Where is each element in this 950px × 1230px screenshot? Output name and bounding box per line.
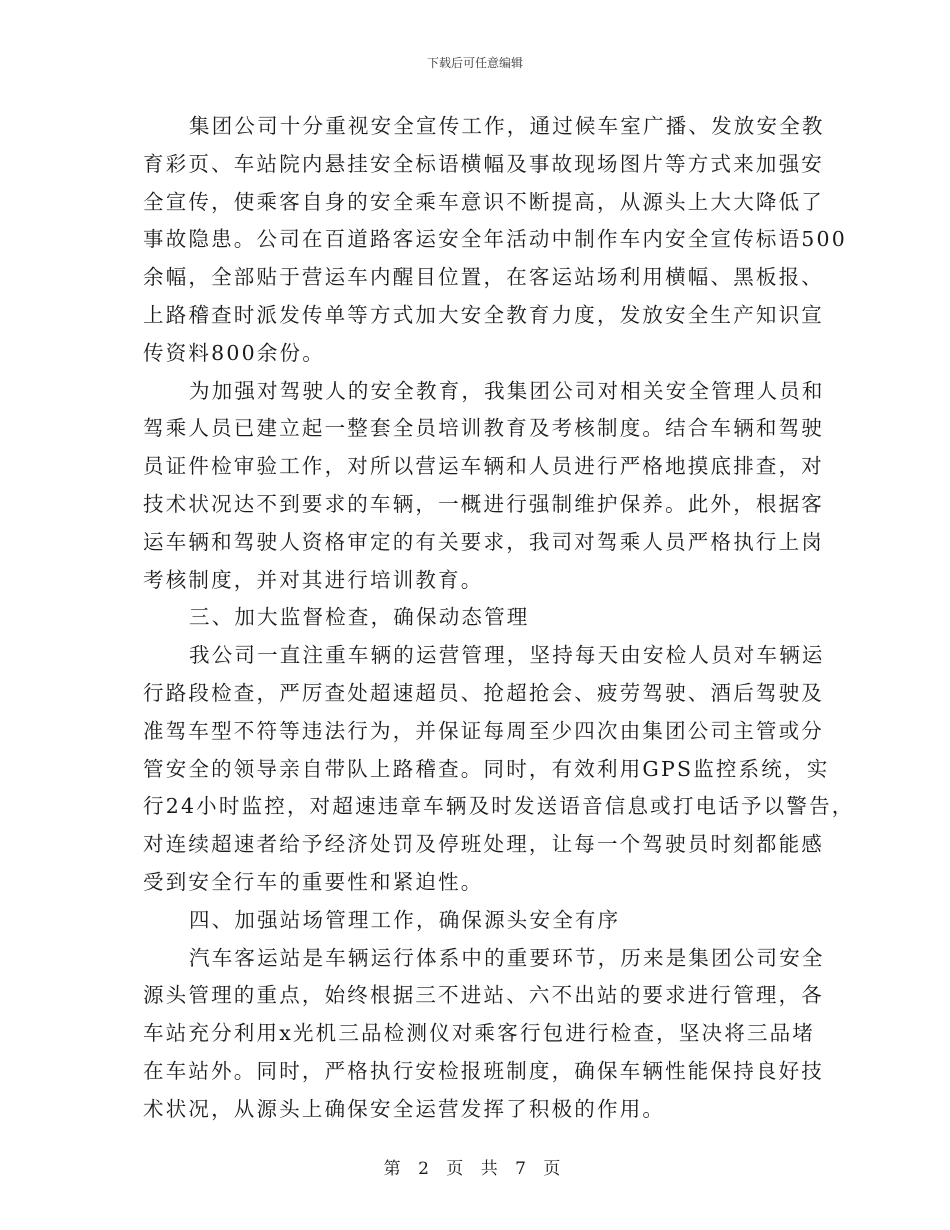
text-line: 集团公司十分重视安全宣传工作，通过候车室广播、发放安全教 [189, 114, 825, 138]
text-line: 受到安全行车的重要性和紧迫性。 [143, 869, 484, 894]
text-line: 上路稽查时派发传单等方式加大安全教育力度，发放安全生产知识宣 [143, 302, 824, 327]
paragraph-safety-publicity [143, 108, 848, 373]
text-line: 传资料800余份。 [143, 340, 325, 365]
text-line: 四、加强站场管理工作，确保源头安全有序 [189, 907, 621, 932]
text-line: 运车辆和驾驶人资格审定的有关要求，我司对驾乘人员严格执行上岗 [143, 529, 824, 554]
text-line: 对连续超速者给予经济处罚及停班处理，让每一个驾驶员时刻都能感 [143, 832, 824, 857]
page-number-footer: 第 2 页 共 7 页 [383, 1159, 567, 1179]
paragraph-driver-education [143, 373, 825, 600]
paragraph-bus-station [143, 940, 825, 1129]
text-line: 管安全的领导亲自带队上路稽查。同时，有效利用GPS监控系统，实 [143, 756, 830, 781]
text-line: 余幅，全部贴于营运车内醒目位置，在客运站场利用横幅、黑板报、 [143, 265, 824, 290]
text-line: 为加强对驾驶人的安全教育，我集团公司对相关安全管理人员和 [189, 378, 825, 403]
text-line: 全宣传，使乘客自身的安全乘车意识不断提高，从源头上大大降低了 [143, 189, 824, 214]
text-line: 准驾车型不符等违法行为，并保证每周至少四次由集团公司主管或分 [143, 718, 824, 743]
section-heading-station-management [143, 902, 811, 940]
document-body [143, 108, 855, 1129]
text-line: 驾乘人员已建立起一整套全员培训教育及考核制度。结合车辆和驾驶 [143, 416, 824, 441]
paragraph-vehicle-operation [143, 637, 855, 902]
text-line: 汽车客运站是车辆运行体系中的重要环节，历来是集团公司安全 [189, 945, 825, 970]
section-heading-supervision [143, 599, 811, 637]
text-line: 考核制度，并对其进行培训教育。 [143, 567, 484, 592]
text-line: 事故隐患。公司在百道路客运安全年活动中制作车内安全宣传标语500 [143, 227, 848, 252]
page-header-note: 下载后可任意编辑 [426, 56, 523, 70]
text-line: 三、加大监督检查，确保动态管理 [189, 605, 530, 630]
text-line: 行路段检查，严厉查处超速超员、抢超抢会、疲劳驾驶、酒后驾驶及 [143, 680, 824, 705]
text-line: 在车站外。同时，严格执行安检报班制度，确保车辆性能保持良好技 [143, 1058, 824, 1083]
text-line: 车站充分利用x光机三品检测仪对乘客行包进行检查，坚决将三品堵 [143, 1021, 816, 1046]
text-line: 我公司一直注重车辆的运营管理，坚持每天由安检人员对车辆运 [189, 643, 825, 668]
text-line: 行24小时监控，对超速违章车辆及时发送语音信息或打电话予以警告， [143, 794, 855, 819]
text-line: 员证件检审验工作，对所以营运车辆和人员进行严格地摸底排查，对 [143, 454, 824, 479]
text-line: 源头管理的重点，始终根据三不进站、六不出站的要求进行管理，各 [143, 983, 824, 1008]
text-line: 术状况，从源头上确保安全运营发挥了积极的作用。 [143, 1096, 666, 1121]
text-line: 育彩页、车站院内悬挂安全标语横幅及事故现场图片等方式来加强安 [143, 151, 824, 176]
text-line: 技术状况达不到要求的车辆，一概进行强制维护保养。此外，根据客 [143, 491, 824, 516]
